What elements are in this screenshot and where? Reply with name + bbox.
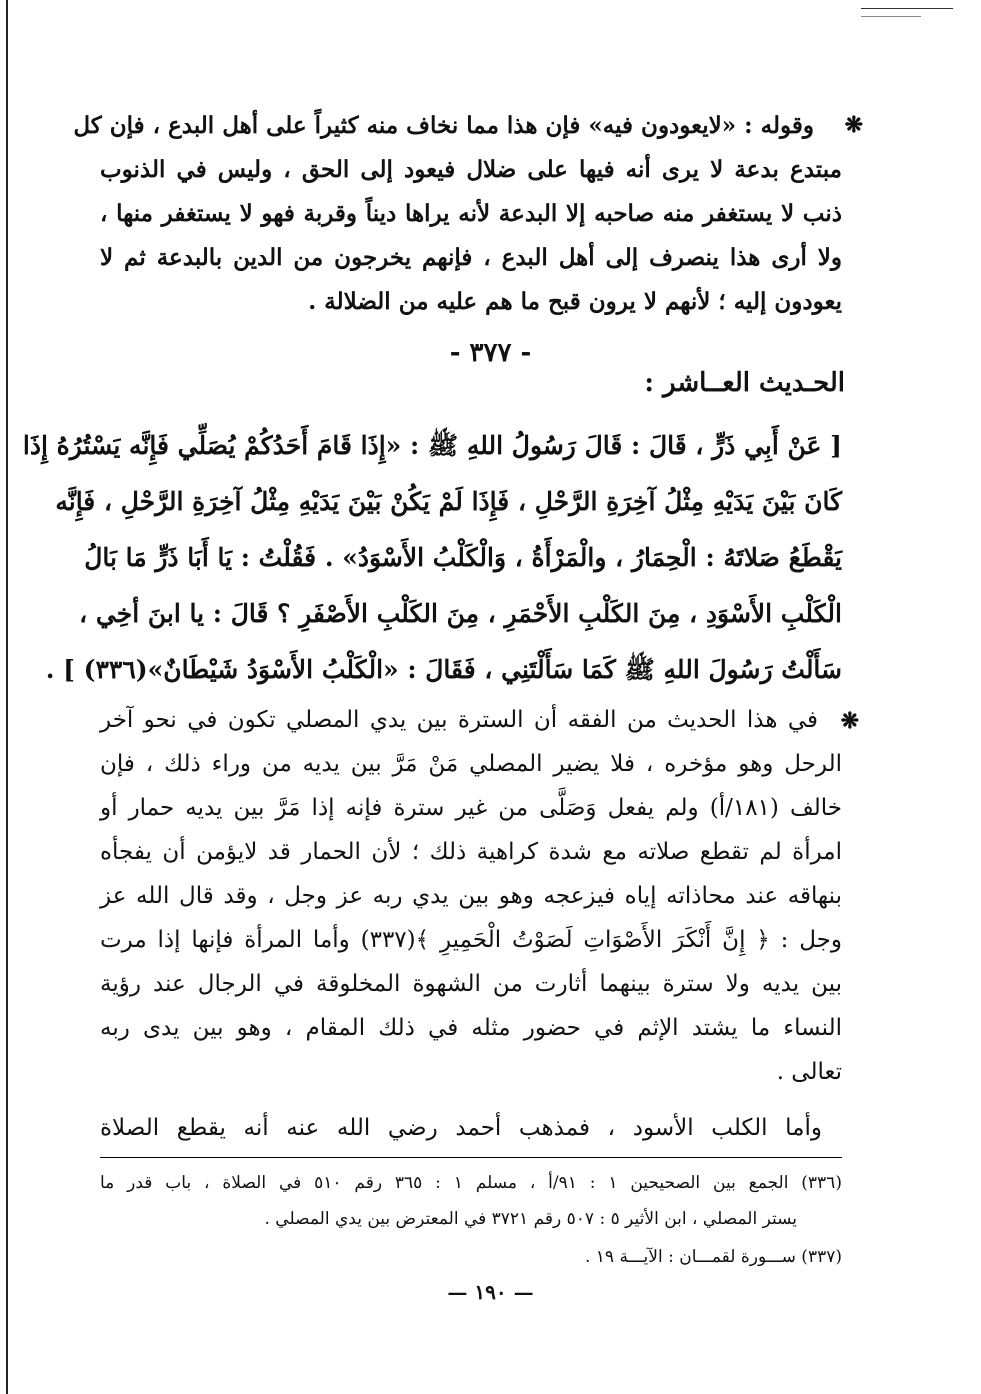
text-line: في هذا الحديث من الفقه أن السترة بين يدي المصلي تكون في نحو آخر	[100, 707, 818, 733]
text-line: الرحل وهو مؤخره ، فلا يضير المصلي مَنْ مَرَّ بين يديه من وراء ذلك ، فإن	[100, 751, 842, 777]
commentary-paragraph-2	[100, 698, 842, 1094]
hadith-text	[22, 418, 842, 698]
text-line: وقوله : «لايعودون فيه» فإن هذا مما نخاف منه كثيراً على أهل البدع ، فإن كل	[73, 112, 814, 139]
text-line: بنهاقه عند محاذاته إياه فيزعجه وهو بين يدي ربه عز وجل ، وقد قال الله عز	[100, 883, 842, 909]
text-line: خالف (١٨١/أ) ولم يفعل وَصَلَّى من غير سترة فإنه إذا مَرَّ بين يديه حمار أو	[100, 795, 842, 821]
footnote-337: (٣٣٧) ســـورة لقمـــان : الآيـــة ١٩ .	[584, 1247, 842, 1267]
hadith-line: الْكَلْبِ الأَسْوَدِ ، مِنَ الكَلْبِ الأَحْمَرِ ، مِنَ الكَلْبِ الأَصْفَرِ ؟ قَالَ : يا ابنَ أخِي ،	[79, 599, 842, 628]
paragraph-marker: ❋	[840, 708, 859, 734]
footnote-336-continued: يستر المصلي ، ابن الأثير ٥ : ٥٠٧ رقم ٣٧٢١ في المعترض بين يدي المصلي .	[264, 1209, 797, 1229]
text-line: مبتدع بدعة لا يرى أنه فيها على ضلال فيعود إلى الحق ، وليس في الذنوب	[100, 156, 842, 183]
commentary-paragraph-1	[73, 104, 842, 324]
scan-mark	[861, 8, 953, 9]
page-number: — ١٩٠ —	[447, 1280, 534, 1304]
text-line: وجل : ﴿ إِنَّ أَنْكَرَ الأَصْوَاتِ لَصَوْتُ الْحَمِيرِ ﴾(٣٣٧) وأما المرأة فإنها إذا مرت	[100, 927, 842, 953]
text-line: ذنب لا يستغفر منه صاحبه إلا البدعة لأنه يراها ديناً وقربة فهو لا يستغفر منها ،	[100, 200, 842, 227]
text-line: يعودون إليه ؛ لأنهم لا يرون قبح ما هم عليه من الضلالة .	[308, 288, 842, 315]
paragraph-marker: ❋	[844, 112, 863, 138]
hadith-line: كَانَ بَيْنَ يَدَيْهِ مِثْلُ آخِرَةِ الرَّحْلِ ، فَإِذَا لَمْ يَكُنْ بَيْنَ يَدَيْهِ مِثْلُ آخِرَةِ الرَّحْلِ ، فَإِنَّه	[55, 487, 842, 516]
commentary-paragraph-3	[100, 1106, 842, 1150]
text-line: ولا أرى هذا ينصرف إلى أهل البدع ، فإنهم يخرجون من الدين بالبدعة ثم لا	[100, 244, 842, 271]
hadith-line: يَقْطَعُ صَلاتَهُ : الْحِمَارُ ، والْمَرْأَةُ ، وَالْكَلْبُ الأَسْوَدُ» . فَقُلْتُ : يَا أَبَا ذَرٍّ مَا بَالُ	[84, 543, 842, 572]
section-title: الحـديث العــاشر :	[644, 368, 845, 398]
text-line: بين يديه ولا سترة بينهما أثارت من الشهوة المخلوقة في الرجال عند رؤية	[100, 971, 842, 997]
text-line: تعالى .	[776, 1059, 842, 1085]
hadith-line: [ عَنْ أَبِي ذَرٍّ ، قَالَ : قَالَ رَسُولُ اللهِ ﷺ : «إِذَا قَامَ أَحَدُكُمْ يُصَلِّي فَإِنَّه يَسْتُرُهُ إِذَا	[22, 431, 842, 460]
text-line: امرأة لم تقطع صلاته مع شدة كراهية ذلك ؛ لأن الحمار قد لايؤمن أن يفجأه	[100, 839, 842, 865]
footnote-336: (٣٣٦) الجمع بين الصحيحين ١ : ٩١/أ ، مسلم ١ : ٣٦٥ رقم ٥١٠ في الصلاة ، باب قدر ما	[100, 1173, 842, 1193]
text-line: النساء ما يشتد الإثم في حضور مثله في ذلك المقام ، وهو بين يدى ربه	[100, 1015, 842, 1041]
scan-edge-line	[6, 0, 8, 1394]
scan-mark	[861, 16, 921, 17]
hadith-line: سَأَلْتُ رَسُولَ اللهِ ﷺ كَمَا سَأَلْتَنِي ، فَقَالَ : «الْكَلْبُ الأَسْوَدُ شَيْطَانٌ»(٣٣٦) ] .	[45, 655, 842, 684]
text-line: وأما الكلب الأسود ، فمذهب أحمد رضي الله عنه أنه يقطع الصلاة	[100, 1115, 822, 1141]
footnote-separator	[100, 1157, 842, 1158]
hadith-number: - ٣٧٧ -	[449, 338, 532, 368]
